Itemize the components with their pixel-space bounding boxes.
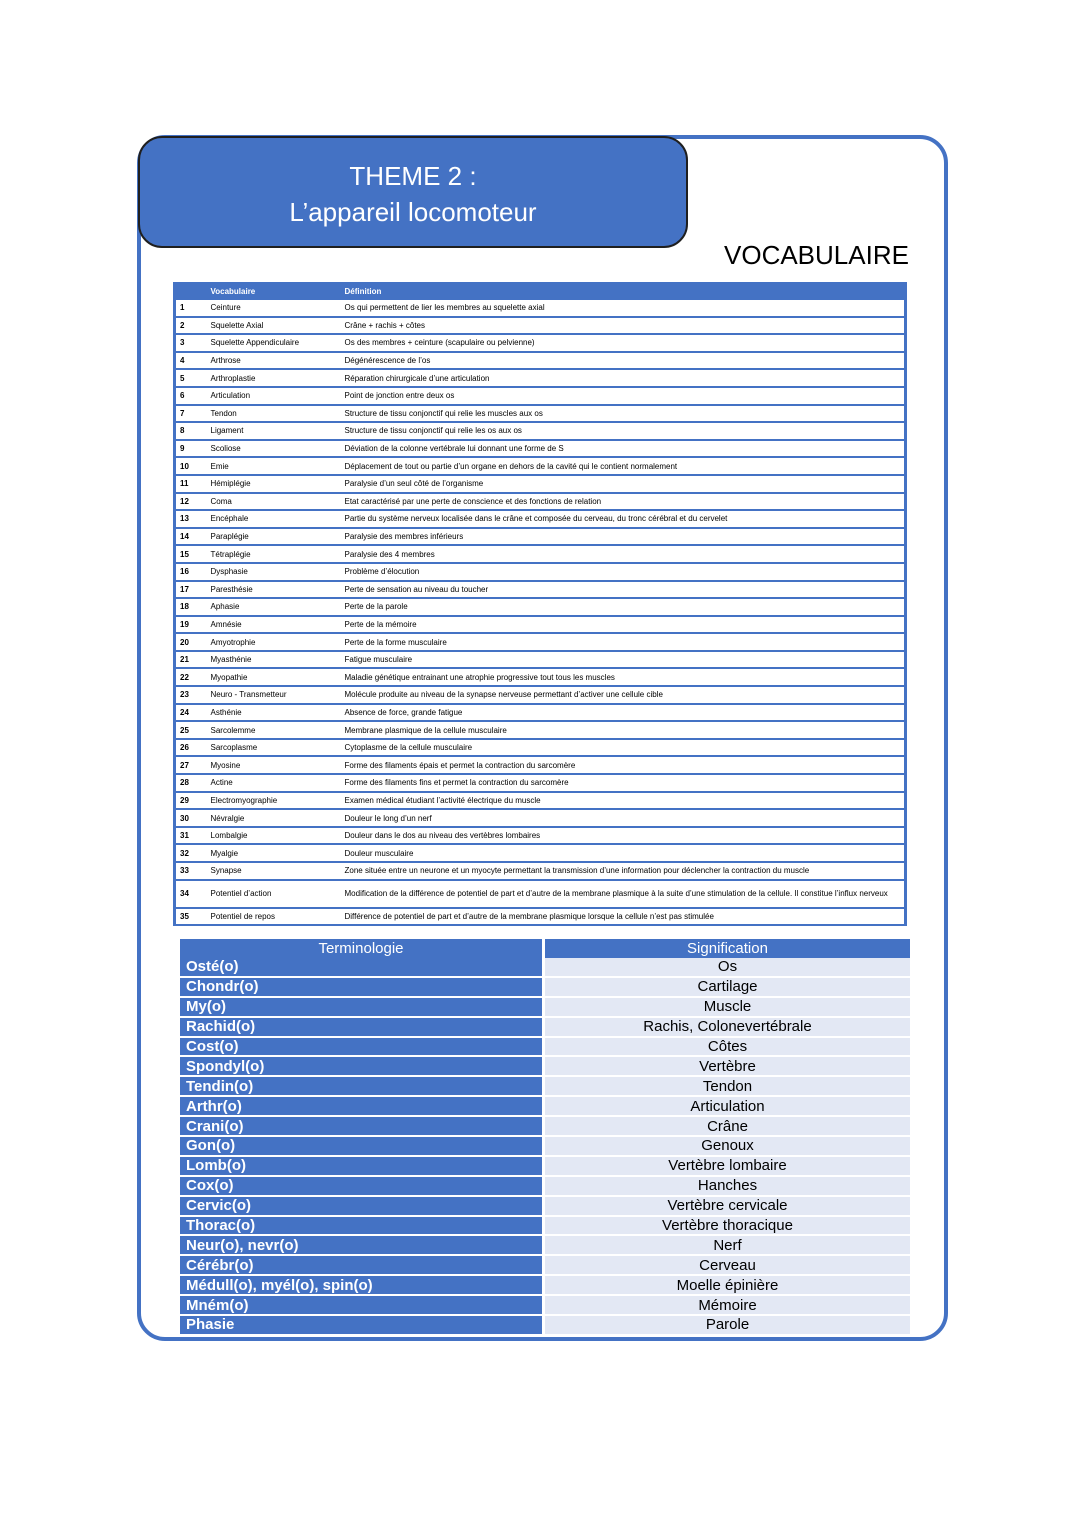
row-number: 27 [175, 756, 207, 774]
table-row [175, 756, 906, 774]
vocabulary-definition: Os qui permettent de lier les membres au squelette axial [341, 300, 906, 317]
table-row [175, 908, 906, 926]
terminology-root: Cervic(o) [180, 1197, 545, 1217]
vocabulary-term: Articulation [207, 387, 341, 405]
vocabulary-term: Myalgie [207, 844, 341, 862]
vocabulary-definition: Douleur le long d’un nerf [341, 809, 906, 827]
table-row [180, 1217, 910, 1237]
vocabulary-table [173, 282, 907, 926]
table-row [175, 475, 906, 493]
vocabulary-term: Myopathie [207, 668, 341, 686]
table-row [175, 334, 906, 352]
terminology-meaning: Articulation [545, 1097, 910, 1117]
vocabulary-definition: Fatigue musculaire [341, 651, 906, 669]
table-row [175, 422, 906, 440]
table-row [175, 387, 906, 405]
row-number: 2 [175, 317, 207, 335]
vocabulary-term: Arthroplastie [207, 369, 341, 387]
vocabulary-term: Electromyographie [207, 792, 341, 810]
vocabulary-term: Lombalgie [207, 827, 341, 845]
table-row [175, 633, 906, 651]
vocabulary-definition: Perte de sensation au niveau du toucher [341, 581, 906, 599]
terminology-meaning: Tendon [545, 1077, 910, 1097]
vocabulary-definition: Douleur dans le dos au niveau des vertèbres lombaires [341, 827, 906, 845]
row-number: 16 [175, 563, 207, 581]
row-number: 8 [175, 422, 207, 440]
vocabulary-definition: Déplacement de tout ou partie d’un organe en dehors de la cavité qui le contient normalement [341, 457, 906, 475]
table-row [180, 998, 910, 1018]
row-number: 35 [175, 908, 207, 926]
table-row [180, 1256, 910, 1276]
table-row [175, 739, 906, 757]
table-row [175, 774, 906, 792]
terminology-meaning: Vertèbre thoracique [545, 1217, 910, 1237]
terminology-root: Mném(o) [180, 1296, 545, 1316]
vocabulary-definition: Déviation de la colonne vertébrale lui donnant une forme de S [341, 440, 906, 458]
row-number: 19 [175, 616, 207, 634]
row-number: 15 [175, 545, 207, 563]
table-row [180, 1077, 910, 1097]
terminology-meaning: Moelle épinière [545, 1276, 910, 1296]
row-number: 6 [175, 387, 207, 405]
vocabulary-definition: Perte de la parole [341, 598, 906, 616]
vocabulary-definition: Problème d’élocution [341, 563, 906, 581]
vocabulary-term: Aphasie [207, 598, 341, 616]
vocabulary-term: Scoliose [207, 440, 341, 458]
vocabulary-definition: Réparation chirurgicale d’une articulation [341, 369, 906, 387]
terminology-meaning: Mémoire [545, 1296, 910, 1316]
table-row [175, 598, 906, 616]
vocabulary-term: Potentiel de repos [207, 908, 341, 926]
row-number: 5 [175, 369, 207, 387]
vocabulary-definition: Examen médical étudiant l’activité électrique du muscle [341, 792, 906, 810]
table-row [180, 1177, 910, 1197]
terminology-root: Lomb(o) [180, 1157, 545, 1177]
vocabulary-term: Névralgie [207, 809, 341, 827]
table-row [180, 1157, 910, 1177]
vocabulary-term: Dysphasie [207, 563, 341, 581]
terminology-meaning: Genoux [545, 1137, 910, 1157]
vocabulary-term: Myasthénie [207, 651, 341, 669]
vocabulary-term: Squelette Axial [207, 317, 341, 335]
vocabulary-term: Coma [207, 493, 341, 511]
row-number: 29 [175, 792, 207, 810]
terminology-meaning: Vertèbre lombaire [545, 1157, 910, 1177]
vocabulary-term: Encéphale [207, 510, 341, 528]
vocabulary-term: Hémiplégie [207, 475, 341, 493]
terminology-header-meaning: Signification [545, 939, 910, 958]
vocabulary-term: Paraplégie [207, 528, 341, 546]
vocabulary-header-definition: Définition [341, 282, 906, 300]
vocabulary-definition: Etat caractérisé par une perte de conscience et des fonctions de relation [341, 493, 906, 511]
row-number: 4 [175, 352, 207, 370]
vocabulary-header-num [175, 282, 207, 300]
table-row [175, 651, 906, 669]
terminology-meaning: Hanches [545, 1177, 910, 1197]
vocabulary-definition: Crâne + rachis + côtes [341, 317, 906, 335]
vocabulary-term: Amnésie [207, 616, 341, 634]
table-row [175, 528, 906, 546]
table-row [180, 1117, 910, 1137]
terminology-root: Crani(o) [180, 1117, 545, 1137]
table-row [180, 1018, 910, 1038]
terminology-root: Médull(o), myél(o), spin(o) [180, 1276, 545, 1296]
table-row [175, 405, 906, 423]
table-row [175, 369, 906, 387]
table-row [175, 493, 906, 511]
terminology-root: Neur(o), nevr(o) [180, 1236, 545, 1256]
table-row [175, 792, 906, 810]
terminology-meaning: Muscle [545, 998, 910, 1018]
vocabulary-definition: Point de jonction entre deux os [341, 387, 906, 405]
table-row [175, 300, 906, 317]
vocabulary-definition: Différence de potentiel de part et d’autre de la membrane plasmique lorsque la cellule n’est pas stimulée [341, 908, 906, 926]
table-row [175, 721, 906, 739]
table-row [180, 1197, 910, 1217]
table-row [180, 958, 910, 978]
table-row [175, 545, 906, 563]
terminology-header-term: Terminologie [180, 939, 545, 958]
table-row [175, 616, 906, 634]
vocabulary-definition: Membrane plasmique de la cellule musculaire [341, 721, 906, 739]
terminology-root: Cérébr(o) [180, 1256, 545, 1276]
row-number: 11 [175, 475, 207, 493]
terminology-root: Thorac(o) [180, 1217, 545, 1237]
vocabulary-definition: Perte de la forme musculaire [341, 633, 906, 651]
terminology-root: My(o) [180, 998, 545, 1018]
table-row [175, 704, 906, 722]
vocabulary-term: Amyotrophie [207, 633, 341, 651]
row-number: 26 [175, 739, 207, 757]
theme-title-box [138, 136, 688, 248]
vocabulary-term: Arthrose [207, 352, 341, 370]
vocabulary-term: Synapse [207, 862, 341, 880]
vocabulary-term: Tendon [207, 405, 341, 423]
terminology-meaning: Vertèbre cervicale [545, 1197, 910, 1217]
row-number: 3 [175, 334, 207, 352]
row-number: 31 [175, 827, 207, 845]
table-row [180, 978, 910, 998]
vocabulary-term: Myosine [207, 756, 341, 774]
row-number: 30 [175, 809, 207, 827]
terminology-header-row [180, 939, 910, 958]
row-number: 10 [175, 457, 207, 475]
vocabulary-term: Potentiel d’action [207, 880, 341, 908]
row-number: 22 [175, 668, 207, 686]
vocabulary-definition: Structure de tissu conjonctif qui relie les os aux os [341, 422, 906, 440]
terminology-meaning: Côtes [545, 1038, 910, 1058]
vocabulary-term: Ceinture [207, 300, 341, 317]
table-row [175, 686, 906, 704]
vocabulary-definition: Maladie génétique entrainant une atrophie progressive tout tous les muscles [341, 668, 906, 686]
row-number: 18 [175, 598, 207, 616]
table-row [175, 440, 906, 458]
row-number: 17 [175, 581, 207, 599]
terminology-meaning: Vertèbre [545, 1057, 910, 1077]
table-row [180, 1057, 910, 1077]
table-row [180, 1276, 910, 1296]
terminology-root: Cost(o) [180, 1038, 545, 1058]
vocabulary-definition: Modification de la différence de potentiel de part et d’autre de la membrane plasmique à la suite d’une stimulation de la cellule. Il constitue l’influx nerveux [341, 880, 906, 908]
table-row [175, 563, 906, 581]
vocabulary-definition: Forme des filaments épais et permet la contraction du sarcomère [341, 756, 906, 774]
vocabulary-term: Paresthésie [207, 581, 341, 599]
row-number: 12 [175, 493, 207, 511]
vocabulary-definition: Partie du système nerveux localisée dans le crâne et composée du cerveau, du tronc cérébral et du cervelet [341, 510, 906, 528]
table-row [175, 862, 906, 880]
vocabulary-definition: Paralysie d’un seul côté de l’organisme [341, 475, 906, 493]
vocabulary-term: Sarcoplasme [207, 739, 341, 757]
vocabulary-definition: Paralysie des 4 membres [341, 545, 906, 563]
terminology-root: Cox(o) [180, 1177, 545, 1197]
vocabulary-definition: Perte de la mémoire [341, 616, 906, 634]
row-number: 24 [175, 704, 207, 722]
terminology-meaning: Crâne [545, 1117, 910, 1137]
vocabulary-definition: Paralysie des membres inférieurs [341, 528, 906, 546]
vocabulary-term: Sarcolemme [207, 721, 341, 739]
terminology-table [180, 939, 910, 1336]
row-number: 25 [175, 721, 207, 739]
table-row [175, 581, 906, 599]
section-heading: VOCABULAIRE [724, 240, 909, 270]
row-number: 9 [175, 440, 207, 458]
table-row [175, 510, 906, 528]
theme-subtitle: L’appareil locomoteur [289, 197, 537, 227]
terminology-meaning: Nerf [545, 1236, 910, 1256]
terminology-meaning: Cartilage [545, 978, 910, 998]
table-row [180, 1236, 910, 1256]
terminology-meaning: Os [545, 958, 910, 978]
table-row [175, 317, 906, 335]
vocabulary-term: Ligament [207, 422, 341, 440]
vocabulary-definition: Forme des filaments fins et permet la contraction du sarcomère [341, 774, 906, 792]
row-number: 21 [175, 651, 207, 669]
table-row [175, 809, 906, 827]
table-row [175, 457, 906, 475]
vocabulary-header-row [175, 282, 906, 300]
table-row [175, 844, 906, 862]
terminology-root: Gon(o) [180, 1137, 545, 1157]
row-number: 23 [175, 686, 207, 704]
table-row [175, 668, 906, 686]
vocabulary-definition: Douleur musculaire [341, 844, 906, 862]
row-number: 33 [175, 862, 207, 880]
row-number: 32 [175, 844, 207, 862]
table-row [175, 880, 906, 908]
terminology-root: Tendin(o) [180, 1077, 545, 1097]
row-number: 20 [175, 633, 207, 651]
vocabulary-term: Asthénie [207, 704, 341, 722]
table-row [180, 1097, 910, 1117]
terminology-meaning: Rachis, Colonevertébrale [545, 1018, 910, 1038]
vocabulary-term: Tétraplégie [207, 545, 341, 563]
vocabulary-definition: Dégénérescence de l’os [341, 352, 906, 370]
table-row [180, 1038, 910, 1058]
row-number: 28 [175, 774, 207, 792]
vocabulary-definition: Cytoplasme de la cellule musculaire [341, 739, 906, 757]
vocabulary-definition: Structure de tissu conjonctif qui relie les muscles aux os [341, 405, 906, 423]
vocabulary-definition: Zone située entre un neurone et un myocyte permettant la transmission d’une information pour déclencher la contraction du muscle [341, 862, 906, 880]
row-number: 7 [175, 405, 207, 423]
terminology-meaning: Parole [545, 1316, 910, 1336]
terminology-meaning: Cerveau [545, 1256, 910, 1276]
table-row [180, 1296, 910, 1316]
terminology-root: Rachid(o) [180, 1018, 545, 1038]
terminology-root: Chondr(o) [180, 978, 545, 998]
theme-title: THEME 2 : [349, 161, 477, 191]
table-row [180, 1137, 910, 1157]
terminology-root: Osté(o) [180, 958, 545, 978]
vocabulary-term: Squelette Appendiculaire [207, 334, 341, 352]
table-row [175, 827, 906, 845]
table-row [175, 352, 906, 370]
vocabulary-term: Neuro - Transmetteur [207, 686, 341, 704]
vocabulary-term: Emie [207, 457, 341, 475]
terminology-root: Phasie [180, 1316, 545, 1336]
vocabulary-definition: Os des membres + ceinture (scapulaire ou pelvienne) [341, 334, 906, 352]
row-number: 14 [175, 528, 207, 546]
vocabulary-definition: Molécule produite au niveau de la synapse nerveuse permettant d’activer une cellule cible [341, 686, 906, 704]
row-number: 1 [175, 300, 207, 317]
vocabulary-definition: Absence de force, grande fatigue [341, 704, 906, 722]
terminology-root: Arthr(o) [180, 1097, 545, 1117]
row-number: 13 [175, 510, 207, 528]
terminology-root: Spondyl(o) [180, 1057, 545, 1077]
vocabulary-header-term: Vocabulaire [207, 282, 341, 300]
table-row [180, 1316, 910, 1336]
row-number: 34 [175, 880, 207, 908]
vocabulary-term: Actine [207, 774, 341, 792]
